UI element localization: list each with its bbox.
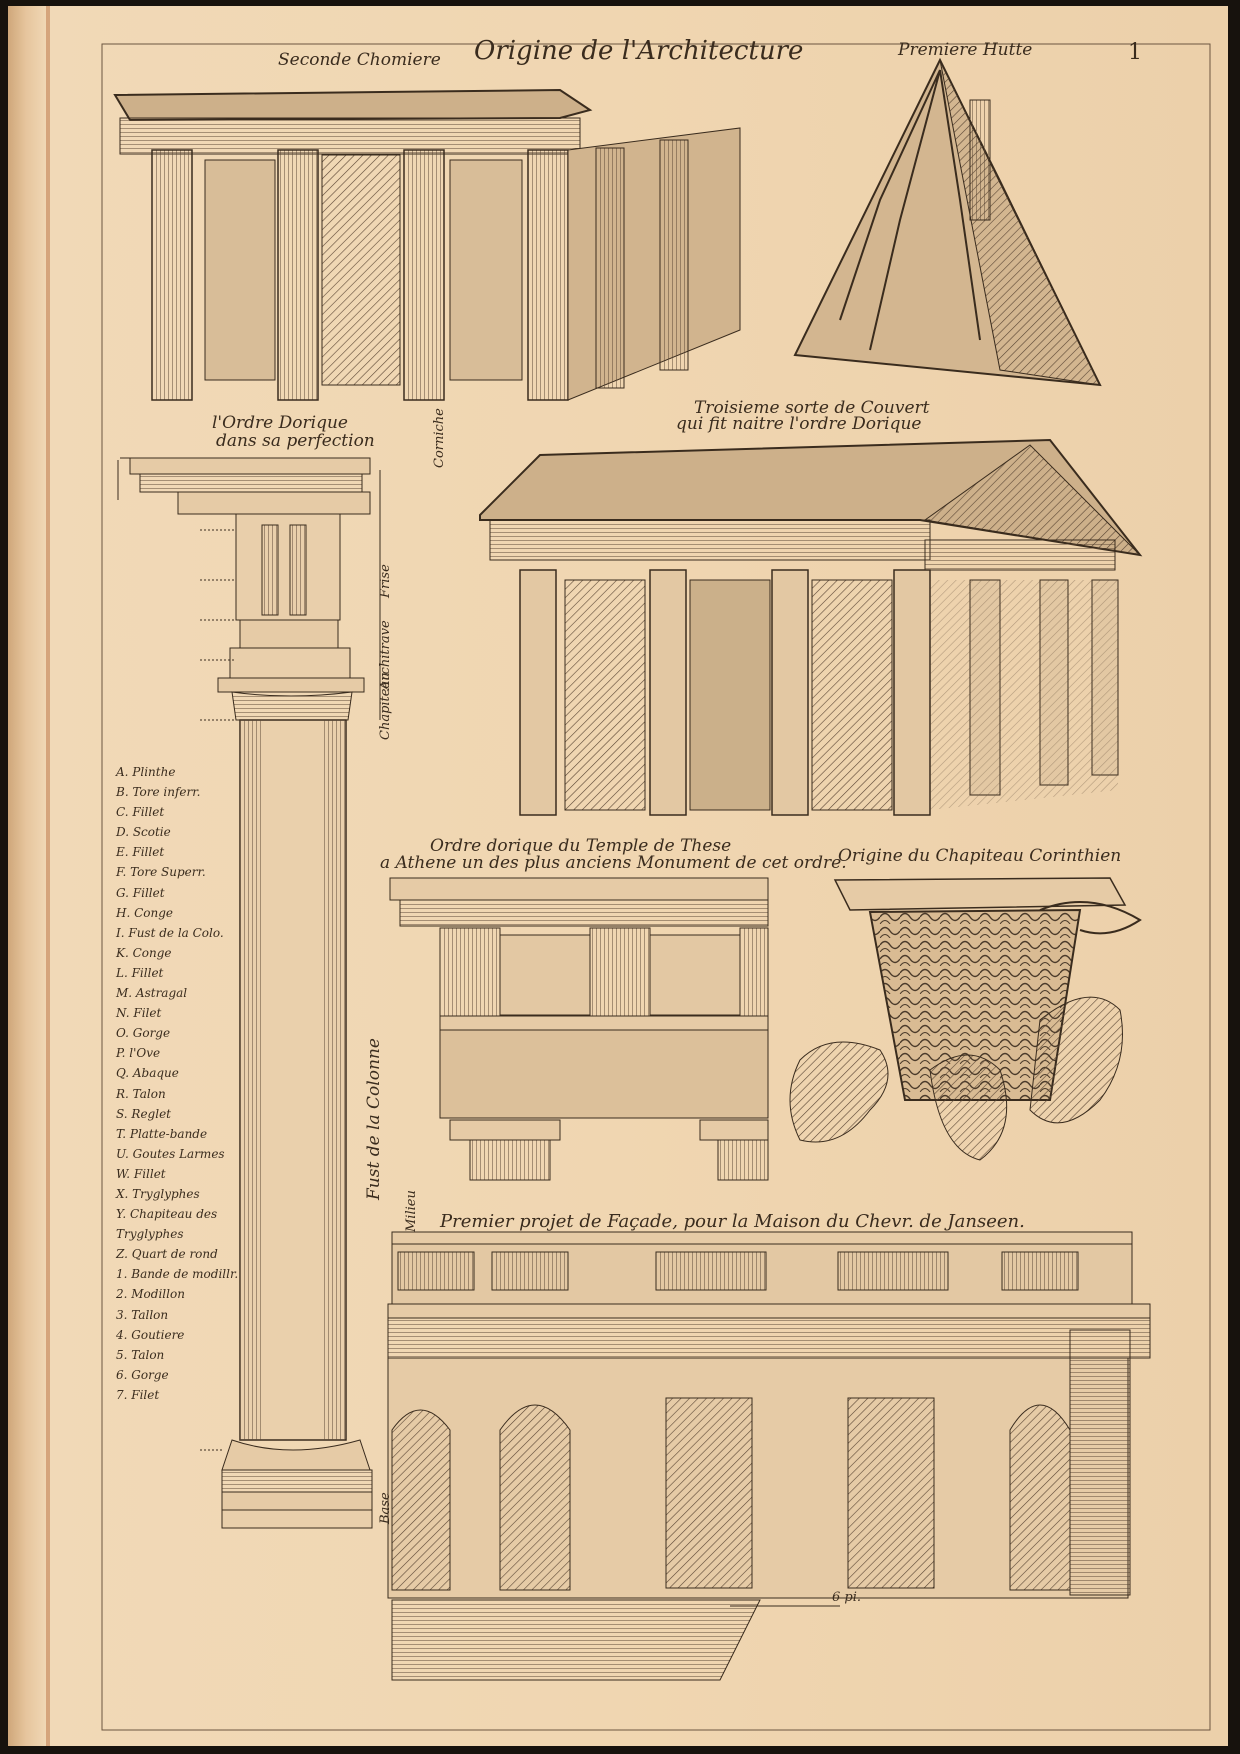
legend-item: 1. Bande de modillr.: [116, 1267, 239, 1282]
legend-item: M. Astragal: [116, 986, 188, 1001]
legend-item: 3. Tallon: [116, 1307, 169, 1322]
legend-item: W. Fillet: [116, 1166, 166, 1181]
caption-these-line1: Ordre dorique du Temple de These: [430, 836, 732, 856]
legend-item: S. Reglet: [116, 1106, 172, 1121]
legend-item: B. Tore inferr.: [116, 785, 201, 800]
column-legend: [116, 762, 266, 1405]
label-chapiteau: Chapiteau: [378, 672, 393, 740]
legend-item: Z. Quart de rond: [116, 1247, 218, 1262]
legend-item: 6. Gorge: [116, 1367, 169, 1382]
seconde-chomiere-drawing: [115, 90, 740, 400]
legend-item: 4. Goutiere: [116, 1327, 185, 1342]
legend-item: A. Plinthe: [116, 765, 176, 779]
legend-item: D. Scotie: [116, 825, 171, 840]
legend-item: L. Fillet: [116, 965, 164, 980]
corinthian-capital-drawing: [790, 878, 1140, 1160]
legend-item: I. Fust de la Colo.: [116, 925, 224, 940]
legend-item: Q. Abaque: [116, 1066, 179, 1081]
legend-item: K. Conge: [116, 945, 172, 960]
legend-item: G. Fillet: [116, 885, 165, 900]
caption-corinthien: Origine du Chapiteau Corinthien: [838, 846, 1122, 866]
legend-item: 7. Filet: [116, 1387, 160, 1402]
legend-item: O. Gorge: [116, 1026, 171, 1041]
temple-these-drawing: [390, 878, 768, 1180]
facade-drawing: [388, 1232, 1150, 1680]
caption-facade: Premier projet de Façade, pour la Maison du Chevr. de Janseen.: [440, 1211, 1025, 1232]
label-fust-colonne: Fust de la Colonne: [364, 1038, 384, 1200]
legend-item: N. Filet: [116, 1006, 162, 1021]
legend-item: E. Fillet: [116, 845, 165, 860]
premiere-hutte-drawing: [795, 60, 1100, 385]
label-base: Base: [378, 1492, 393, 1524]
caption-these-line2: a Athene un des plus anciens Monument de cet ordre.: [380, 853, 847, 873]
legend-item: T. Platte-bande: [116, 1126, 208, 1141]
caption-ordre-dorique-line1: l'Ordre Dorique: [212, 413, 348, 433]
caption-ordre-dorique-line2: dans sa perfection: [216, 431, 375, 451]
legend-item: 5. Talon: [116, 1347, 165, 1362]
scale-label: 6 pi.: [832, 1590, 862, 1605]
label-frise: Frise: [378, 564, 393, 598]
legend-item: Y. Chapiteau des: [116, 1207, 218, 1222]
label-corniche: Corniche: [432, 408, 447, 468]
caption-troisieme-line2: qui fit naitre l'ordre Dorique: [676, 414, 922, 434]
plate-title: Origine de l'Architecture: [474, 36, 804, 66]
label-milieu: Milieu: [404, 1190, 419, 1232]
legend-item: C. Fillet: [116, 805, 165, 820]
legend-item: R. Talon: [116, 1086, 166, 1101]
caption-premiere-hutte: Premiere Hutte: [898, 40, 1033, 60]
legend-item: Tryglyphes: [116, 1227, 184, 1242]
caption-seconde-chomiere: Seconde Chomiere: [278, 50, 441, 70]
legend-item: P. l'Ove: [116, 1046, 161, 1061]
plate-number: 1: [1128, 40, 1142, 65]
label-architrave: Architrave: [378, 620, 393, 690]
troisieme-couvert-drawing: [480, 440, 1140, 815]
legend-item: U. Goutes Larmes: [116, 1146, 225, 1161]
legend-item: 2. Modillon: [116, 1287, 185, 1302]
legend-item: X. Tryglyphes: [116, 1186, 200, 1201]
caption-troisieme-line1: Troisieme sorte de Couvert: [694, 398, 930, 418]
legend-item: H. Conge: [116, 905, 174, 920]
legend-item: F. Tore Superr.: [116, 865, 206, 880]
